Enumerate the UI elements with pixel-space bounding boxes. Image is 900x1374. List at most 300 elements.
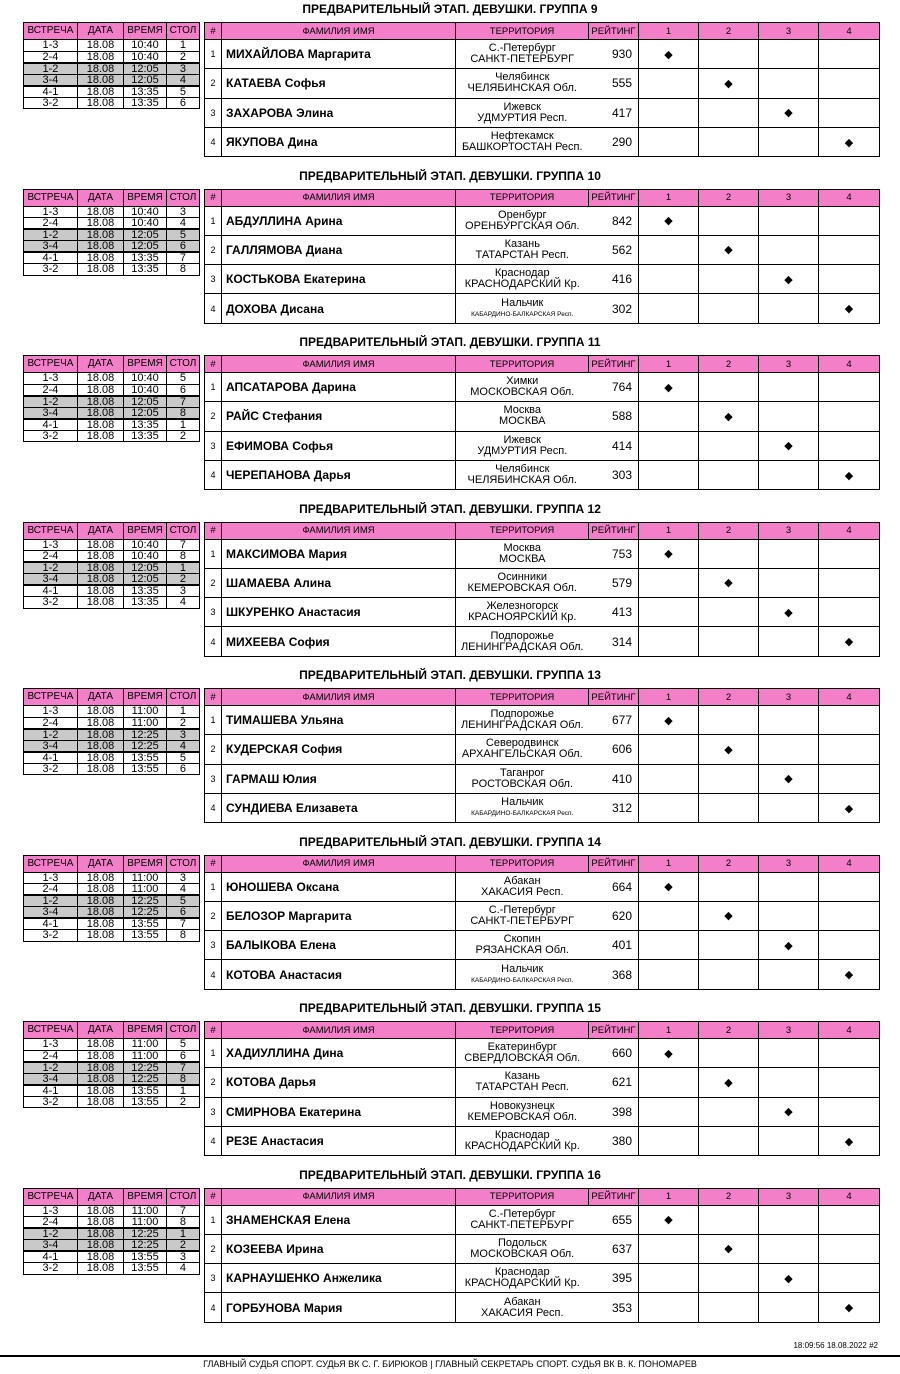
schedule-cell: 1-3 — [24, 1039, 78, 1051]
schedule-cell: 8 — [166, 407, 199, 419]
result-cell — [699, 40, 759, 69]
player-rating: 660 — [589, 1039, 639, 1068]
result-cell — [639, 568, 699, 597]
diagonal-marker: ◆ — [699, 735, 759, 764]
players-table — [204, 189, 880, 324]
player-number: 3 — [205, 265, 222, 294]
schedule-cell: 13:55 — [124, 752, 167, 764]
schedule-row — [24, 574, 200, 586]
schedule-cell: 13:55 — [124, 763, 167, 775]
result-cell — [819, 40, 880, 69]
players-header-cell: ФАМИЛИЯ ИМЯ — [222, 522, 456, 539]
schedule-cell: 13:55 — [124, 1251, 167, 1263]
territory-city: Осинники — [497, 570, 547, 583]
schedule-cell: 12:05 — [124, 74, 167, 86]
schedule-cell: 18.08 — [77, 729, 123, 741]
schedule-cell: 5 — [166, 1039, 199, 1051]
player-rating: 562 — [589, 235, 639, 264]
player-territory — [456, 206, 589, 235]
territory-city: Ижевск — [503, 433, 541, 446]
result-cell — [639, 931, 699, 960]
schedule-cell: 4 — [166, 884, 199, 896]
players-header-row — [205, 689, 880, 706]
result-cell — [639, 294, 699, 323]
schedule-cell: 18.08 — [77, 407, 123, 419]
players-header-row — [205, 189, 880, 206]
group-block — [0, 0, 900, 167]
player-number: 1 — [205, 373, 222, 402]
player-number: 1 — [205, 40, 222, 69]
schedule-header-row — [24, 1022, 200, 1039]
players-table — [204, 522, 880, 657]
schedule-cell: 3-2 — [24, 930, 78, 942]
players-header-row — [205, 1188, 880, 1205]
group-title: ПРЕДВАРИТЕЛЬНЫЙ ЭТАП. ДЕВУШКИ. ГРУППА 11 — [299, 335, 601, 349]
schedule-row — [24, 740, 200, 752]
schedule-cell: 18.08 — [77, 585, 123, 597]
players-header-cell: 4 — [819, 23, 880, 40]
players-header-cell: 3 — [759, 689, 819, 706]
player-rating: 637 — [589, 1234, 639, 1263]
schedule-cell: 13:55 — [124, 918, 167, 930]
schedule-row — [24, 264, 200, 276]
schedule-cell: 3-4 — [24, 74, 78, 86]
schedule-cell: 7 — [166, 918, 199, 930]
schedule-cell: 13:35 — [124, 97, 167, 109]
player-rating: 398 — [589, 1097, 639, 1126]
players-table — [204, 1188, 880, 1323]
schedule-cell: 1-3 — [24, 373, 78, 385]
players-header-cell: # — [205, 189, 222, 206]
players-header-cell: 4 — [819, 356, 880, 373]
result-cell — [759, 735, 819, 764]
territory-region: МОСКВА — [499, 415, 546, 428]
player-rating: 579 — [589, 568, 639, 597]
player-rating: 621 — [589, 1068, 639, 1097]
players-header-cell: 2 — [699, 689, 759, 706]
player-row — [205, 1068, 880, 1097]
player-name: КАТАЕВА Софья — [222, 69, 456, 98]
player-rating: 368 — [589, 960, 639, 989]
players-header-row — [205, 356, 880, 373]
schedule-cell: 2-4 — [24, 51, 78, 63]
player-territory — [456, 373, 589, 402]
schedule-row — [24, 539, 200, 551]
territory-city: Оренбург — [498, 208, 547, 221]
player-rating: 314 — [589, 627, 639, 656]
players-header-cell: 2 — [699, 356, 759, 373]
schedule-cell: 1 — [166, 419, 199, 431]
schedule-cell: 12:25 — [124, 729, 167, 741]
schedule-cell: 3 — [166, 872, 199, 884]
diagonal-marker: ◆ — [639, 706, 699, 735]
player-row — [205, 127, 880, 156]
result-cell — [759, 69, 819, 98]
player-territory — [456, 69, 589, 98]
player-territory — [456, 98, 589, 127]
schedule-cell: 5 — [166, 373, 199, 385]
schedule-cell: 4-1 — [24, 86, 78, 98]
schedule-cell: 18.08 — [77, 763, 123, 775]
diagonal-marker: ◆ — [639, 206, 699, 235]
players-header-cell: РЕЙТИНГ — [589, 689, 639, 706]
group-block — [0, 999, 900, 1166]
schedule-cell: 18.08 — [77, 206, 123, 218]
schedule-cell: 18.08 — [77, 562, 123, 574]
result-cell — [759, 706, 819, 735]
diagonal-marker: ◆ — [819, 1126, 880, 1155]
player-number: 3 — [205, 931, 222, 960]
diagonal-marker: ◆ — [699, 901, 759, 930]
player-territory — [456, 1097, 589, 1126]
schedule-cell: 5 — [166, 86, 199, 98]
players-table — [204, 22, 880, 157]
result-cell — [819, 764, 880, 793]
schedule-row — [24, 717, 200, 729]
schedule-row — [24, 918, 200, 930]
schedule-cell: 11:00 — [124, 872, 167, 884]
player-name: ЗАХАРОВА Элина — [222, 98, 456, 127]
schedule-cell: 3-4 — [24, 740, 78, 752]
schedule-header-cell: ВСТРЕЧА — [24, 522, 78, 539]
schedule-cell: 4-1 — [24, 585, 78, 597]
player-territory — [456, 1068, 589, 1097]
schedule-cell: 18.08 — [77, 1251, 123, 1263]
player-territory — [456, 931, 589, 960]
result-cell — [699, 98, 759, 127]
schedule-cell: 2-4 — [24, 1050, 78, 1062]
schedule-header-row — [24, 855, 200, 872]
player-rating: 588 — [589, 402, 639, 431]
schedule-header-cell: ДАТА — [77, 1022, 123, 1039]
player-name: ГОРБУНОВА Мария — [222, 1293, 456, 1322]
player-number: 2 — [205, 402, 222, 431]
players-header-cell: РЕЙТИНГ — [589, 189, 639, 206]
result-cell — [819, 706, 880, 735]
territory-city: Москва — [503, 541, 542, 554]
player-number: 4 — [205, 294, 222, 323]
result-cell — [639, 1126, 699, 1155]
schedule-cell: 12:05 — [124, 63, 167, 75]
schedule-cell: 6 — [166, 241, 199, 253]
schedule-cell: 10:40 — [124, 384, 167, 396]
result-cell — [819, 402, 880, 431]
schedule-cell: 10:40 — [124, 218, 167, 230]
players-header-cell: 1 — [639, 689, 699, 706]
schedule-cell: 3-2 — [24, 1263, 78, 1275]
schedule-cell: 10:40 — [124, 539, 167, 551]
schedule-cell: 1-2 — [24, 729, 78, 741]
schedule-row — [24, 706, 200, 718]
schedule-cell: 7 — [166, 396, 199, 408]
diagonal-marker: ◆ — [639, 872, 699, 901]
player-territory — [456, 793, 589, 822]
players-header-cell: ТЕРРИТОРИЯ — [456, 23, 589, 40]
player-row — [205, 206, 880, 235]
schedule-header-cell: СТОЛ — [166, 356, 199, 373]
result-cell — [819, 1039, 880, 1068]
player-territory — [456, 294, 589, 323]
schedule-header-cell: ВРЕМЯ — [124, 1022, 167, 1039]
schedule-header-cell: ВСТРЕЧА — [24, 689, 78, 706]
schedule-cell: 1-3 — [24, 706, 78, 718]
player-name: РЕЗЕ Анастасия — [222, 1126, 456, 1155]
result-cell — [759, 127, 819, 156]
players-header-cell: РЕЙТИНГ — [589, 356, 639, 373]
schedule-cell: 3-4 — [24, 1073, 78, 1085]
schedule-cell: 2-4 — [24, 1217, 78, 1229]
territory-region: КРАСНОЯРСКИЙ Кр. — [468, 611, 577, 624]
print-timestamp: 18:09:56 18.08.2022 #2 — [793, 1341, 878, 1350]
schedule-header-cell: СТОЛ — [166, 689, 199, 706]
players-header-cell: 3 — [759, 23, 819, 40]
schedule-table — [23, 688, 200, 775]
player-row — [205, 265, 880, 294]
territory-city: Москва — [503, 404, 542, 417]
schedule-header-cell: СТОЛ — [166, 1022, 199, 1039]
players-header-cell: 4 — [819, 189, 880, 206]
schedule-row — [24, 1240, 200, 1252]
schedule-row — [24, 51, 200, 63]
player-rating: 290 — [589, 127, 639, 156]
result-cell — [819, 206, 880, 235]
territory-city: Железногорск — [486, 600, 559, 613]
territory-city: Нальчик — [501, 796, 544, 809]
schedule-cell: 1-3 — [24, 40, 78, 52]
player-name: КУДЕРСКАЯ София — [222, 735, 456, 764]
result-cell — [759, 901, 819, 930]
schedule-cell: 18.08 — [77, 74, 123, 86]
players-header-cell: ФАМИЛИЯ ИМЯ — [222, 356, 456, 373]
player-number: 4 — [205, 1293, 222, 1322]
territory-region: БАШКОРТОСТАН Респ. — [461, 141, 583, 154]
schedule-header-cell: ВРЕМЯ — [124, 1188, 167, 1205]
players-header-cell: 3 — [759, 356, 819, 373]
schedule-cell: 8 — [166, 1073, 199, 1085]
territory-region: КРАСНОДАРСКИЙ Кр. — [464, 278, 580, 291]
schedule-cell: 11:00 — [124, 717, 167, 729]
schedule-table — [23, 189, 200, 276]
schedule-cell: 13:35 — [124, 252, 167, 264]
schedule-header-cell: СТОЛ — [166, 189, 199, 206]
players-header-cell: 4 — [819, 1022, 880, 1039]
territory-city: Краснодар — [494, 267, 550, 280]
player-number: 4 — [205, 627, 222, 656]
territory-city: Северодвинск — [485, 737, 559, 750]
schedule-cell: 1-2 — [24, 562, 78, 574]
player-territory — [456, 265, 589, 294]
territory-region: СВЕРДЛОВСКАЯ Обл. — [464, 1052, 581, 1065]
schedule-cell: 3 — [166, 1251, 199, 1263]
players-header-cell: 4 — [819, 689, 880, 706]
diagonal-marker: ◆ — [819, 294, 880, 323]
schedule-cell: 3-2 — [24, 264, 78, 276]
players-header-row — [205, 1022, 880, 1039]
player-name: ШКУРЕНКО Анастасия — [222, 598, 456, 627]
schedule-cell: 12:25 — [124, 907, 167, 919]
players-header-cell: 1 — [639, 23, 699, 40]
schedule-cell: 18.08 — [77, 1050, 123, 1062]
result-cell — [819, 1264, 880, 1293]
schedule-cell: 12:05 — [124, 396, 167, 408]
player-name: ЧЕРЕПАНОВА Дарья — [222, 460, 456, 489]
schedule-row — [24, 1039, 200, 1051]
territory-region: ЛЕНИНГРАДСКАЯ Обл. — [460, 719, 584, 732]
player-number: 4 — [205, 460, 222, 489]
territory-city: С.-Петербург — [488, 903, 556, 916]
diagonal-marker: ◆ — [699, 1068, 759, 1097]
result-cell — [699, 598, 759, 627]
players-header-cell: 2 — [699, 23, 759, 40]
player-rating: 353 — [589, 1293, 639, 1322]
players-header-cell: 2 — [699, 522, 759, 539]
player-name: КОСТЬКОВА Екатерина — [222, 265, 456, 294]
schedule-row — [24, 97, 200, 109]
result-cell — [699, 460, 759, 489]
schedule-cell: 1-2 — [24, 1228, 78, 1240]
schedule-cell: 6 — [166, 907, 199, 919]
territory-city: Ижевск — [503, 100, 541, 113]
player-name: СМИРНОВА Екатерина — [222, 1097, 456, 1126]
players-header-cell: 3 — [759, 1022, 819, 1039]
player-number: 3 — [205, 1264, 222, 1293]
player-name: МИХЕЕВА София — [222, 627, 456, 656]
schedule-cell: 18.08 — [77, 396, 123, 408]
players-header-row — [205, 522, 880, 539]
schedule-cell: 4-1 — [24, 252, 78, 264]
schedule-cell: 3-4 — [24, 407, 78, 419]
schedule-cell: 2 — [166, 574, 199, 586]
result-cell — [639, 735, 699, 764]
schedule-cell: 1 — [166, 1228, 199, 1240]
schedule-cell: 12:25 — [124, 740, 167, 752]
territory-region: ТАТАРСТАН Респ. — [475, 248, 569, 261]
player-row — [205, 98, 880, 127]
players-header-cell: ТЕРРИТОРИЯ — [456, 356, 589, 373]
result-cell — [819, 568, 880, 597]
territory-city: С.-Петербург — [488, 1207, 556, 1220]
player-row — [205, 69, 880, 98]
schedule-cell: 11:00 — [124, 706, 167, 718]
result-cell — [699, 265, 759, 294]
player-name: ЕФИМОВА Софья — [222, 431, 456, 460]
territory-region: ЛЕНИНГРАДСКАЯ Обл. — [460, 640, 584, 653]
schedule-row — [24, 872, 200, 884]
schedule-header-cell: ДАТА — [77, 356, 123, 373]
result-cell — [759, 1039, 819, 1068]
diagonal-marker: ◆ — [699, 235, 759, 264]
schedule-header-cell: ВРЕМЯ — [124, 689, 167, 706]
player-number: 4 — [205, 960, 222, 989]
player-name: ГАЛЛЯМОВА Диана — [222, 235, 456, 264]
schedule-cell: 2-4 — [24, 384, 78, 396]
territory-region: РЯЗАНСКАЯ Обл. — [475, 944, 569, 957]
schedule-cell: 12:05 — [124, 229, 167, 241]
schedule-cell: 11:00 — [124, 884, 167, 896]
territory-region: МОСКОВСКАЯ Обл. — [470, 1247, 575, 1260]
schedule-cell: 18.08 — [77, 384, 123, 396]
player-territory — [456, 460, 589, 489]
group-title: ПРЕДВАРИТЕЛЬНЫЙ ЭТАП. ДЕВУШКИ. ГРУППА 13 — [299, 668, 601, 682]
players-header-cell: ФАМИЛИЯ ИМЯ — [222, 189, 456, 206]
result-cell — [819, 931, 880, 960]
schedule-row — [24, 895, 200, 907]
schedule-cell: 18.08 — [77, 430, 123, 442]
player-row — [205, 1126, 880, 1155]
schedule-cell: 18.08 — [77, 86, 123, 98]
territory-region: АРХАНГЕЛЬСКАЯ Обл. — [461, 748, 583, 761]
schedule-cell: 18.08 — [77, 907, 123, 919]
result-cell — [699, 793, 759, 822]
schedule-row — [24, 86, 200, 98]
diagonal-marker: ◆ — [819, 960, 880, 989]
schedule-header-cell: ВСТРЕЧА — [24, 855, 78, 872]
diagonal-marker: ◆ — [759, 764, 819, 793]
result-cell — [819, 1234, 880, 1263]
result-cell — [759, 373, 819, 402]
player-row — [205, 872, 880, 901]
players-header-cell: 4 — [819, 855, 880, 872]
schedule-cell: 11:00 — [124, 1217, 167, 1229]
schedule-cell: 18.08 — [77, 872, 123, 884]
territory-city: Скопин — [503, 933, 541, 946]
schedule-row — [24, 1050, 200, 1062]
player-name: ХАДИУЛЛИНА Дина — [222, 1039, 456, 1068]
schedule-cell: 18.08 — [77, 574, 123, 586]
group-block — [0, 333, 900, 500]
player-territory — [456, 1205, 589, 1234]
result-cell — [819, 735, 880, 764]
players-header-cell: # — [205, 855, 222, 872]
schedule-cell: 3-4 — [24, 1240, 78, 1252]
schedule-header-cell: ВРЕМЯ — [124, 23, 167, 40]
result-cell — [699, 431, 759, 460]
territory-city: Нефтекамск — [490, 130, 554, 143]
schedule-cell: 4-1 — [24, 1251, 78, 1263]
player-rating: 764 — [589, 373, 639, 402]
result-cell — [759, 235, 819, 264]
players-header-cell: РЕЙТИНГ — [589, 1022, 639, 1039]
schedule-cell: 18.08 — [77, 419, 123, 431]
players-header-cell: 3 — [759, 189, 819, 206]
schedule-cell: 7 — [166, 1062, 199, 1074]
schedule-table — [23, 355, 200, 442]
result-cell — [759, 793, 819, 822]
result-cell — [639, 127, 699, 156]
group-block — [0, 500, 900, 667]
result-cell — [819, 431, 880, 460]
result-cell — [759, 1126, 819, 1155]
players-header-cell: ТЕРРИТОРИЯ — [456, 1022, 589, 1039]
territory-city: Казань — [504, 1070, 540, 1083]
schedule-cell: 11:00 — [124, 1205, 167, 1217]
result-cell — [759, 539, 819, 568]
schedule-cell: 12:25 — [124, 1073, 167, 1085]
player-row — [205, 40, 880, 69]
diagonal-marker: ◆ — [759, 1264, 819, 1293]
schedule-row — [24, 752, 200, 764]
schedule-cell: 3-4 — [24, 907, 78, 919]
schedule-cell: 18.08 — [77, 1240, 123, 1252]
result-cell — [759, 627, 819, 656]
schedule-row — [24, 930, 200, 942]
schedule-cell: 10:40 — [124, 40, 167, 52]
schedule-row — [24, 396, 200, 408]
schedule-cell: 4-1 — [24, 419, 78, 431]
result-cell — [639, 460, 699, 489]
territory-city: С.-Петербург — [488, 42, 556, 55]
schedule-header-cell: ВРЕМЯ — [124, 189, 167, 206]
